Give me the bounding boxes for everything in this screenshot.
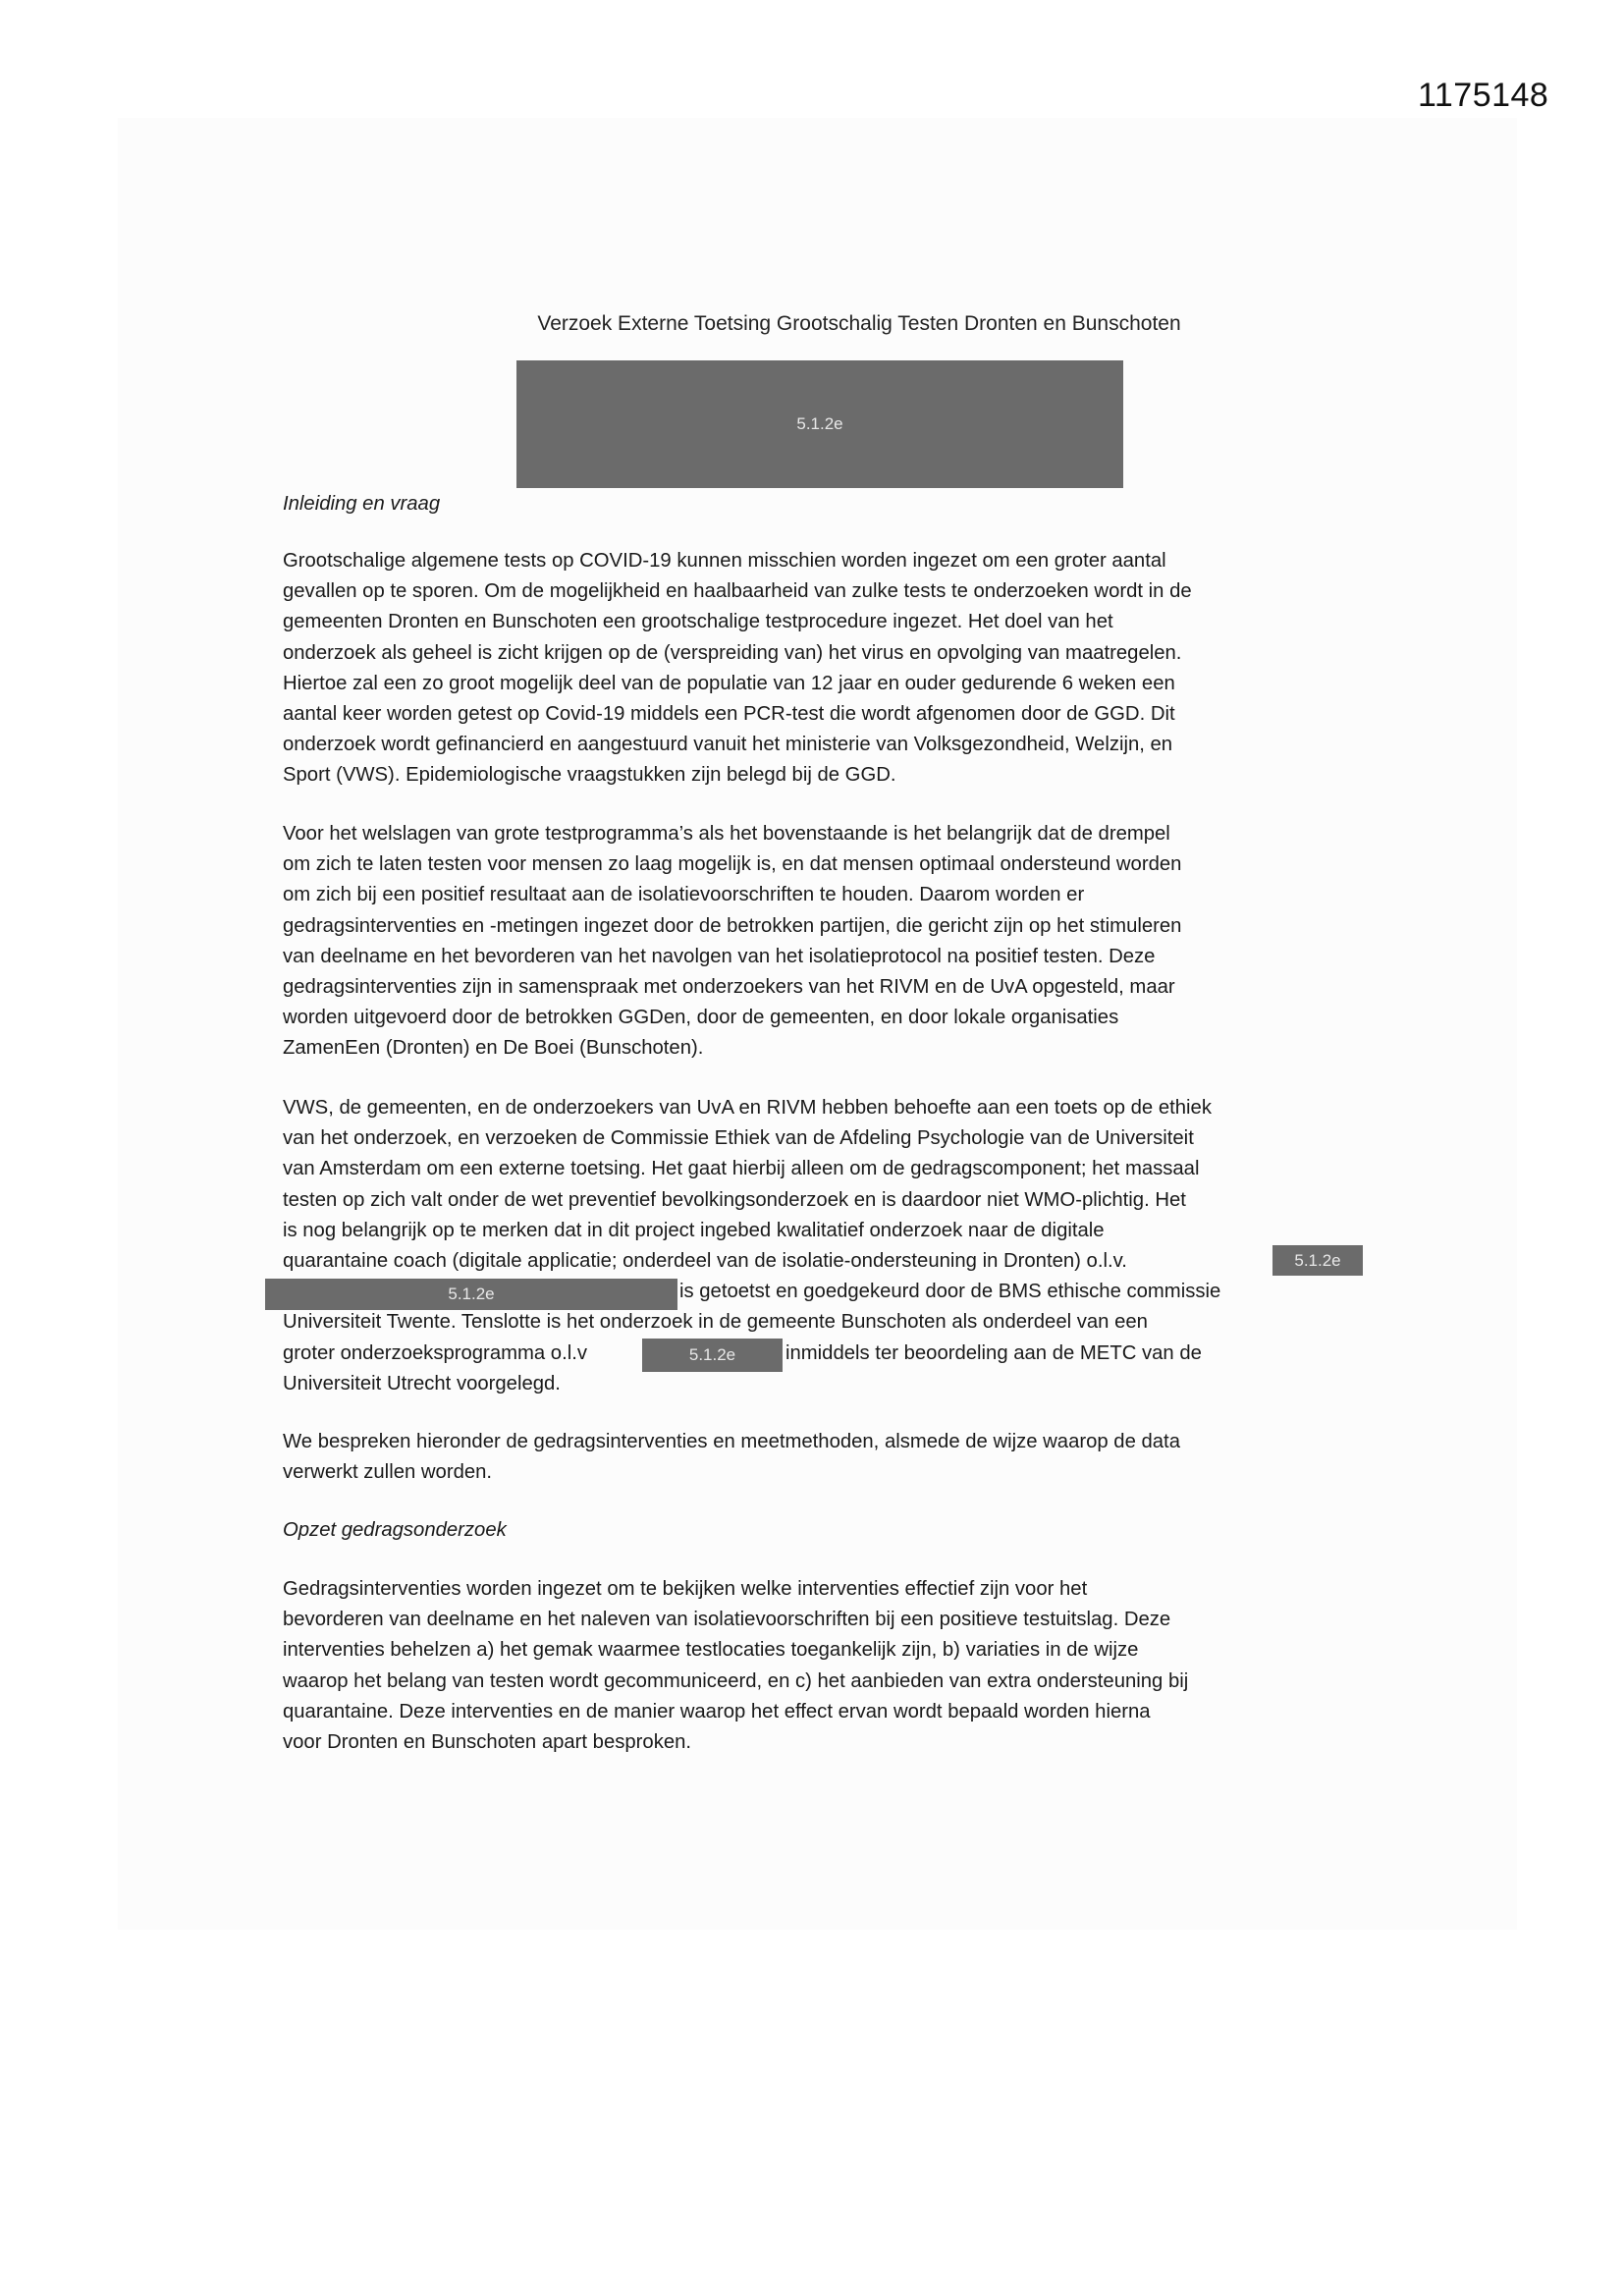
- paragraph-1-line: Sport (VWS). Epidemiologische vraagstukken zijn belegd bij de GGD.: [283, 764, 896, 787]
- paragraph-2-line: gedragsinterventies en -metingen ingezet door de betrokken partijen, die gericht zijn op het stimuleren: [283, 914, 1182, 937]
- paragraph-2-line: om zich bij een positief resultaat aan de isolatievoorschriften te houden. Daarom worden er: [283, 884, 1085, 906]
- paragraph-5-line: voor Dronten en Bunschoten apart besproken.: [283, 1731, 692, 1753]
- paragraph-3-line: inmiddels ter beoordeling aan de METC van de: [785, 1341, 1202, 1364]
- redaction-label: 5.1.2e: [688, 1345, 736, 1364]
- paragraph-2-line: ZamenEen (Dronten) en De Boei (Bunschoten).: [283, 1037, 704, 1060]
- paragraph-3-line: Universiteit Utrecht voorgelegd.: [283, 1372, 561, 1394]
- redaction-inline-2: [265, 1279, 677, 1310]
- paragraph-1-line: aantal keer worden getest op Covid-19 middels een PCR-test die wordt afgenomen door de GGD. Dit: [283, 703, 1175, 725]
- redaction-inline-1: [1272, 1245, 1363, 1276]
- redaction-block-author: [516, 360, 1123, 488]
- paragraph-2-line: van deelname en het bevorderen van het navolgen van het isolatieprotocol na positief testen. Deze: [283, 945, 1156, 967]
- paragraph-5-line: quarantaine. Deze interventies en de manier waarop het effect ervan wordt bepaald worden hierna: [283, 1700, 1151, 1722]
- paragraph-1-line: Grootschalige algemene tests op COVID-19 kunnen misschien worden ingezet om een groter aantal: [283, 550, 1166, 572]
- paragraph-1-line: Hiertoe zal een zo groot mogelijk deel van de populatie van 12 jaar en ouder gedurende 6 weken een: [283, 672, 1175, 694]
- paragraph-4-line: We bespreken hieronder de gedragsinterventies en meetmethoden, alsmede de wijze waarop de data: [283, 1431, 1180, 1452]
- redaction-label: 5.1.2e: [448, 1285, 495, 1303]
- paragraph-1-line: gemeenten Dronten en Bunschoten een grootschalige testprocedure ingezet. Het doel van het: [283, 611, 1113, 633]
- paragraph-4-line: verwerkt zullen worden.: [283, 1461, 493, 1484]
- paragraph-3-line: van Amsterdam om een externe toetsing. Het gaat hierbij alleen om de gedragscomponent; het massaal: [283, 1158, 1200, 1180]
- redaction-inline-3: [642, 1339, 783, 1372]
- paragraph-3-line: groter onderzoeksprogramma o.l.v: [283, 1341, 587, 1364]
- paragraph-2-line: Voor het welslagen van grote testprogramma’s als het bovenstaande is het belangrijk dat de drempel: [283, 823, 1170, 845]
- heading-setup: Opzet gedragsonderzoek: [283, 1519, 507, 1541]
- document-number: 1175148: [1418, 77, 1549, 114]
- paragraph-1-line: gevallen op te sporen. Om de mogelijkheid en haalbaarheid van zulke tests te onderzoeken wordt in de: [283, 580, 1192, 603]
- redaction-label: 5.1.2e: [796, 414, 843, 433]
- paragraph-3-line: VWS, de gemeenten, en de onderzoekers van UvA en RIVM hebben behoefte aan een toets op de ethiek: [283, 1097, 1212, 1119]
- document-title: Verzoek Externe Toetsing Grootschalig Testen Dronten en Bunschoten: [537, 312, 1181, 335]
- heading-intro: Inleiding en vraag: [283, 493, 441, 515]
- paragraph-1-line: onderzoek als geheel is zicht krijgen op de (verspreiding van) het virus en opvolging van maatregelen.: [283, 641, 1182, 664]
- paragraph-3-line: Universiteit Twente. Tenslotte is het onderzoek in de gemeente Bunschoten als onderdeel van een: [283, 1311, 1148, 1334]
- paragraph-3-line: van het onderzoek, en verzoeken de Commissie Ethiek van de Afdeling Psychologie van de Universiteit: [283, 1127, 1194, 1150]
- paragraph-5-line: waarop het belang van testen wordt gecommuniceerd, en c) het aanbieden van extra ondersteuning bij: [283, 1669, 1189, 1692]
- paragraph-3-line: is getoetst en goedgekeurd door de BMS ethische commissie: [679, 1281, 1221, 1303]
- paragraph-2-line: worden uitgevoerd door de betrokken GGDen, door de gemeenten, en door lokale organisaties: [283, 1007, 1119, 1029]
- paragraph-2-line: gedragsinterventies zijn in samenspraak met onderzoekers van het RIVM en de UvA opgesteld, maar: [283, 976, 1175, 998]
- redaction-label: 5.1.2e: [1294, 1250, 1341, 1270]
- paragraph-1-line: onderzoek wordt gefinancierd en aangestuurd vanuit het ministerie van Volksgezondheid, Welzijn, en: [283, 734, 1173, 756]
- paragraph-3-line: testen op zich valt onder de wet preventief bevolkingsonderzoek en is daardoor niet WMO-plichtig. Het: [283, 1188, 1186, 1211]
- paragraph-3-line: is nog belangrijk op te merken dat in dit project ingebed kwalitatief onderzoek naar de digitale: [283, 1219, 1105, 1241]
- paragraph-2-line: om zich te laten testen voor mensen zo laag mogelijk is, en dat mensen optimaal ondersteund worden: [283, 853, 1182, 876]
- paragraph-5-line: bevorderen van deelname en het naleven van isolatievoorschriften bij een positieve testuitslag. Deze: [283, 1609, 1171, 1631]
- paragraph-3-line: quarantaine coach (digitale applicatie; onderdeel van de isolatie-ondersteuning in Dronten) o.l.v.: [283, 1250, 1127, 1272]
- paragraph-5-line: interventies behelzen a) het gemak waarmee testlocaties toegankelijk zijn, b) variaties in de wijze: [283, 1639, 1139, 1662]
- paragraph-5-line: Gedragsinterventies worden ingezet om te bekijken welke interventies effectief zijn voor het: [283, 1578, 1088, 1600]
